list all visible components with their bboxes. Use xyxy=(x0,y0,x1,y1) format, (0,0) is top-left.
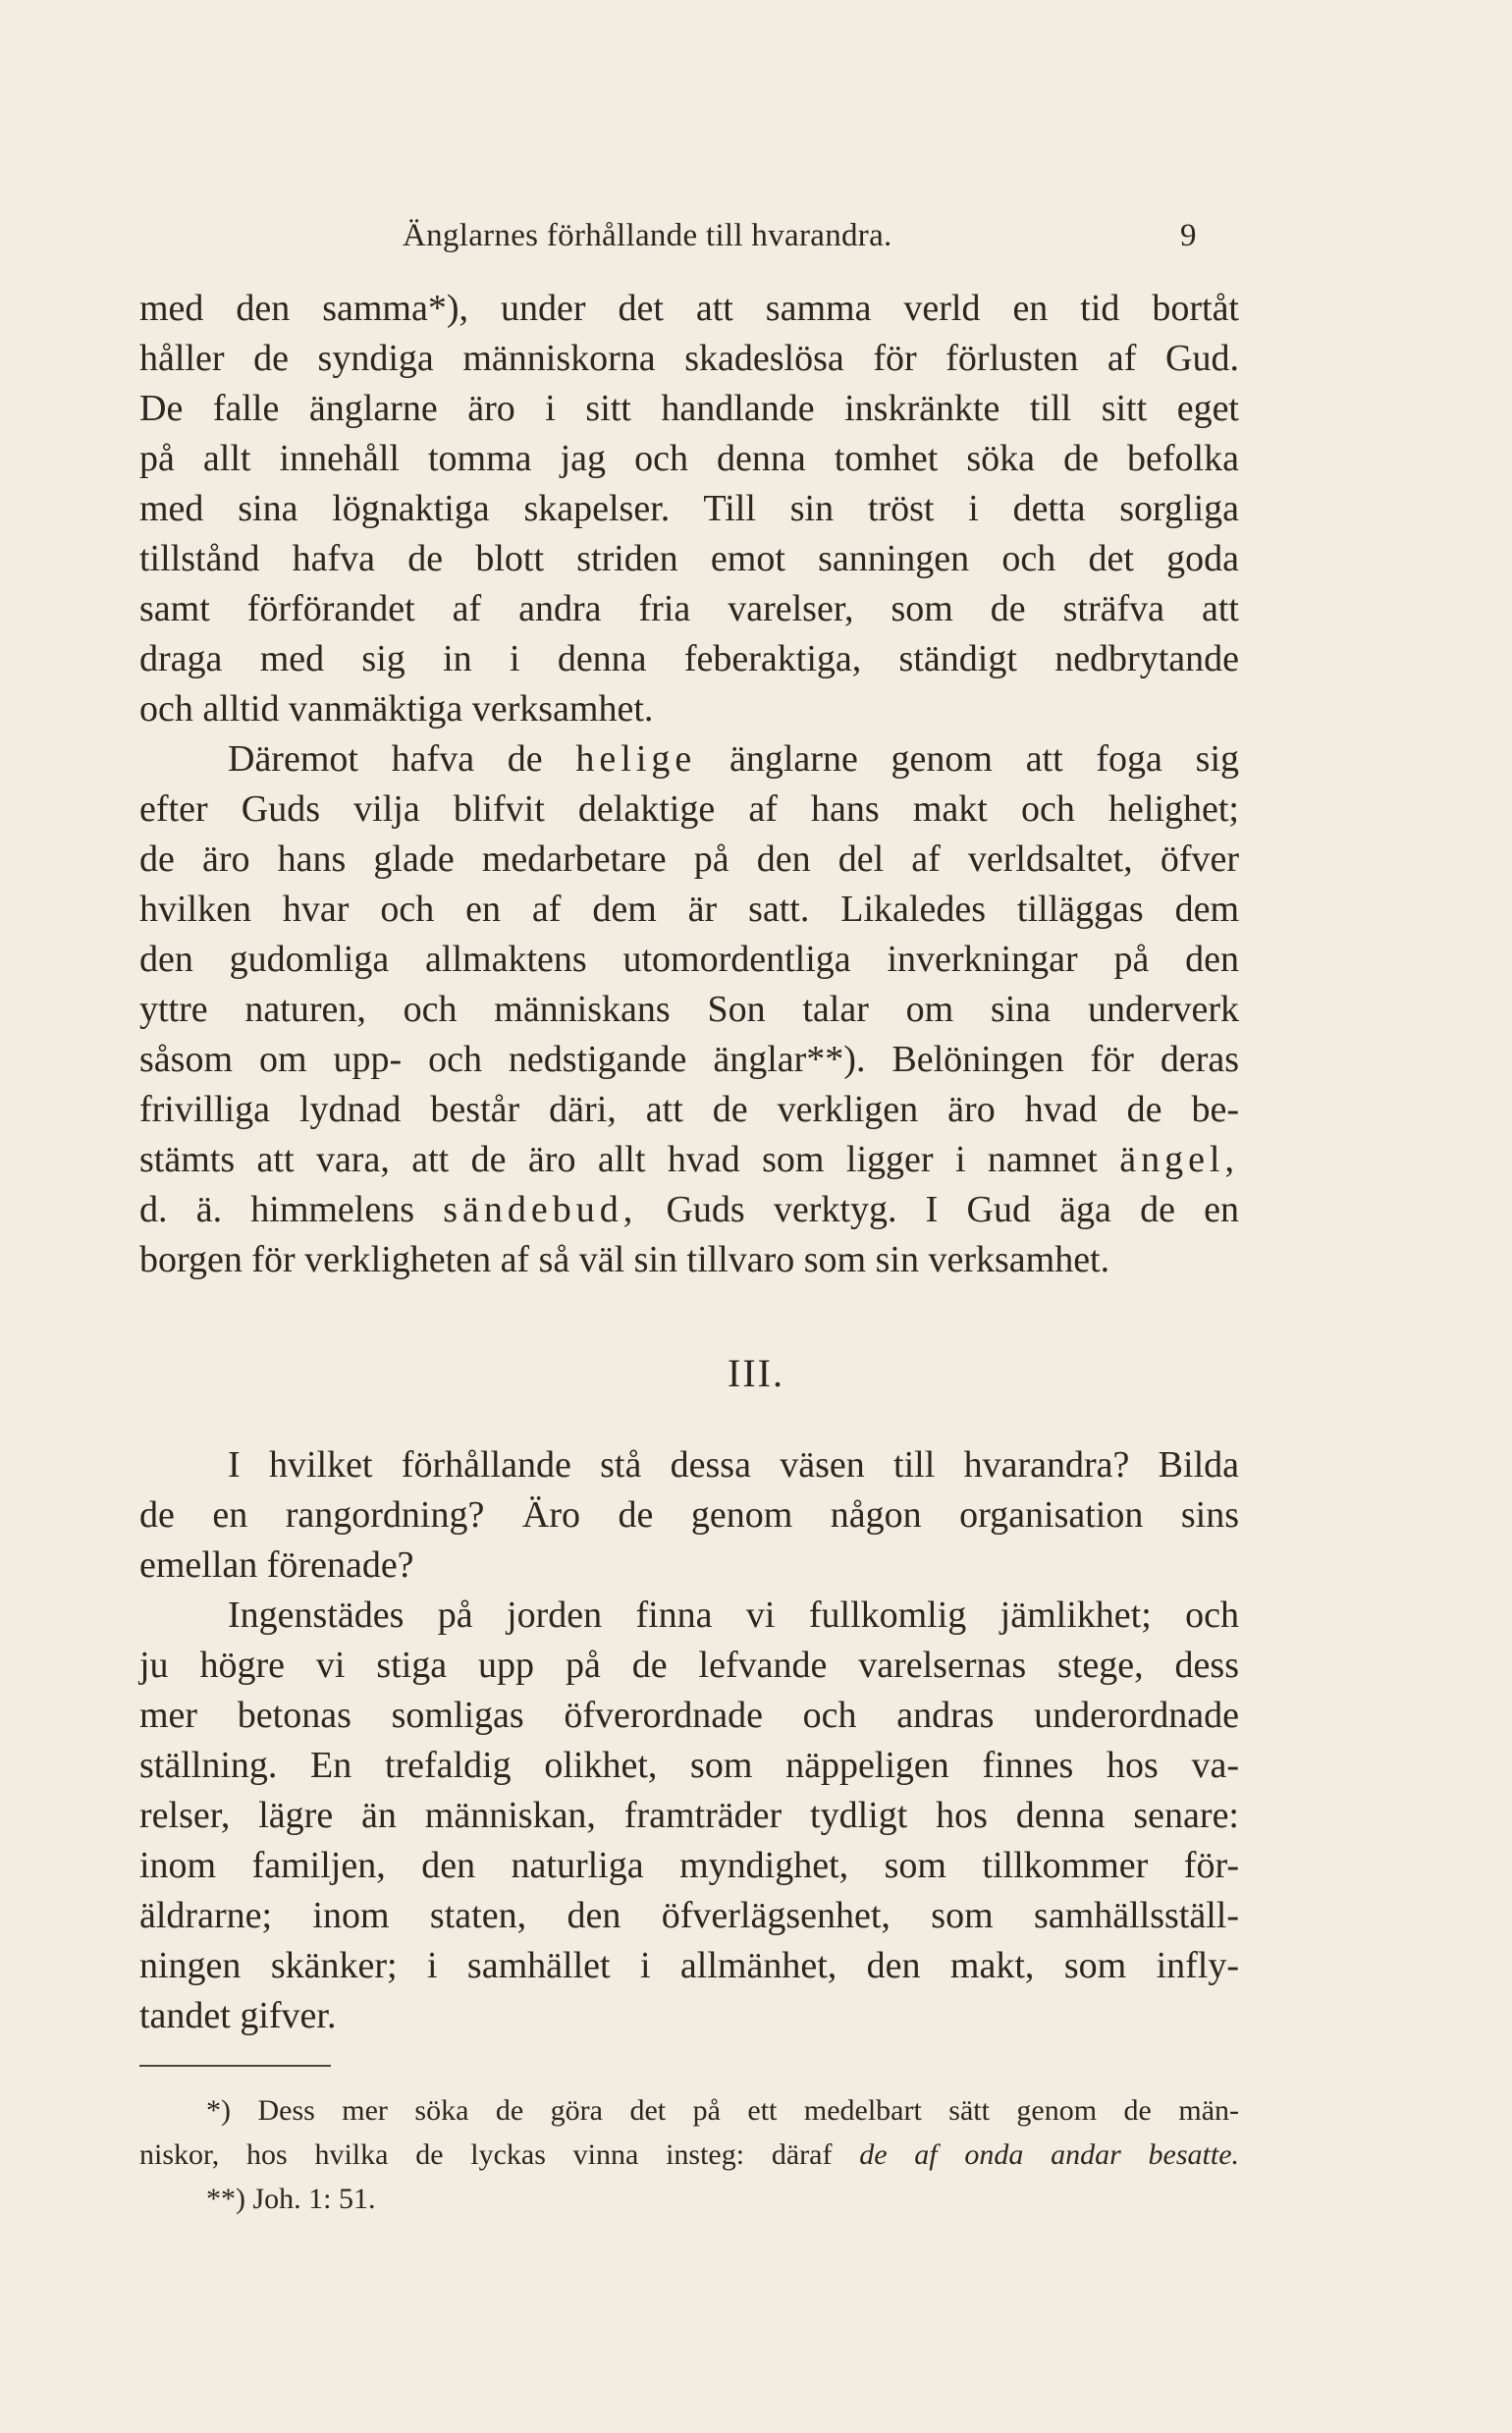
text-line-19 xyxy=(139,1186,1239,1233)
text-line-22: de en rangordning? Äro de genom någon organisation sins xyxy=(139,1494,1239,1536)
text-fragment: Däremot hafva de xyxy=(228,738,543,780)
emphasis-helige: helige xyxy=(575,738,697,780)
text-line-1: med den samma*), under det att samma verld en tid bortåt xyxy=(139,288,1239,329)
text-line-3: De falle änglarne äro i sitt handlande inskränkte till sitt eget xyxy=(139,388,1239,429)
footnote-1-line-2 xyxy=(139,2135,1239,2176)
text-line-21: I hvilket förhållande stå dessa väsen till hvarandra? Bilda xyxy=(228,1444,1239,1486)
text-line-16: såsom om upp- och nedstigande änglar**). Belöningen för deras xyxy=(139,1039,1239,1080)
footnote-1-line-1: *) Dess mer söka de göra det på ett medelbart sätt genom de män- xyxy=(206,2094,1239,2127)
text-line-9: och alltid vanmäktiga verksamhet. xyxy=(139,688,654,730)
text-line-17: frivilliga lydnad består däri, att de verkligen äro hvad de be- xyxy=(139,1089,1239,1130)
section-heading: III. xyxy=(728,1351,784,1395)
text-line-4: på allt innehåll tomma jag och denna tomhet söka de befolka xyxy=(139,438,1239,479)
emphasis-sandebud: sändebud, xyxy=(443,1189,638,1230)
text-line-2: håller de syndiga människorna skadeslösa för förlusten af Gud. xyxy=(139,338,1239,379)
footnote-2: **) Joh. 1: 51. xyxy=(206,2183,376,2215)
text-line-11: efter Guds vilja blifvit delaktige af hans makt och helighet; xyxy=(139,788,1239,830)
text-line-27: ställning. En trefaldig olikhet, som näppeligen finnes hos va- xyxy=(139,1745,1239,1786)
text-line-32: tandet gifver. xyxy=(139,1995,337,2036)
text-line-24: Ingenstädes på jorden finna vi fullkomlig jämlikhet; och xyxy=(228,1595,1239,1636)
emphasis-angel: ängel, xyxy=(1119,1139,1239,1180)
running-title: Änglarnes förhållande till hvarandra. xyxy=(403,218,892,253)
text-line-23: emellan förenade? xyxy=(139,1544,414,1586)
text-fragment: d. ä. himmelens xyxy=(139,1189,415,1230)
page-header xyxy=(0,218,1512,267)
text-fragment: änglarne genom att foga sig xyxy=(729,738,1240,780)
text-line-6: tillstånd hafva de blott striden emot sanningen och det goda xyxy=(139,538,1239,579)
text-line-25: ju högre vi stiga upp på de lefvande varelsernas stege, dess xyxy=(139,1645,1239,1686)
text-line-18 xyxy=(139,1136,1239,1183)
text-fragment: Guds verktyg. I Gud äga de en xyxy=(666,1189,1240,1230)
page-number: 9 xyxy=(1180,218,1197,253)
text-line-26: mer betonas somligas öfverordnade och andras underordnade xyxy=(139,1695,1239,1736)
footnote-italic: de af onda andar besatte. xyxy=(859,2138,1240,2171)
text-line-7: samt förförandet af andra fria varelser, som de sträfva att xyxy=(139,588,1239,629)
text-line-8: draga med sig in i denna feberaktiga, ständigt nedbrytande xyxy=(139,638,1239,679)
text-line-14: den gudomliga allmaktens utomordentliga inverkningar på den xyxy=(139,939,1239,980)
text-line-12: de äro hans glade medarbetare på den del af verldsaltet, öfver xyxy=(139,838,1239,880)
text-line-28: relser, lägre än människan, framträder tydligt hos denna senare: xyxy=(139,1795,1239,1836)
text-line-13: hvilken hvar och en af dem är satt. Likaledes tilläggas dem xyxy=(139,889,1239,930)
text-fragment: niskor, hos hvilka de lyckas vinna insteg: däraf xyxy=(139,2138,833,2171)
text-line-15: yttre naturen, och människans Son talar om sina underverk xyxy=(139,989,1239,1030)
text-line-30: äldrarne; inom staten, den öfverlägsenhet, som samhällsställ- xyxy=(139,1895,1239,1936)
text-line-5: med sina lögnaktiga skapelser. Till sin tröst i detta sorgliga xyxy=(139,488,1239,529)
text-fragment: stämts att vara, att de äro allt hvad som ligger i namnet xyxy=(139,1139,1098,1180)
text-line-31: ningen skänker; i samhället i allmänhet, den makt, som infly- xyxy=(139,1945,1239,1986)
text-line-20: borgen för verkligheten af så väl sin tillvaro som sin verksamhet. xyxy=(139,1239,1110,1280)
text-line-10 xyxy=(139,735,1239,783)
footnote-rule xyxy=(139,2065,331,2067)
text-line-29: inom familjen, den naturliga myndighet, som tillkommer för- xyxy=(139,1845,1239,1886)
